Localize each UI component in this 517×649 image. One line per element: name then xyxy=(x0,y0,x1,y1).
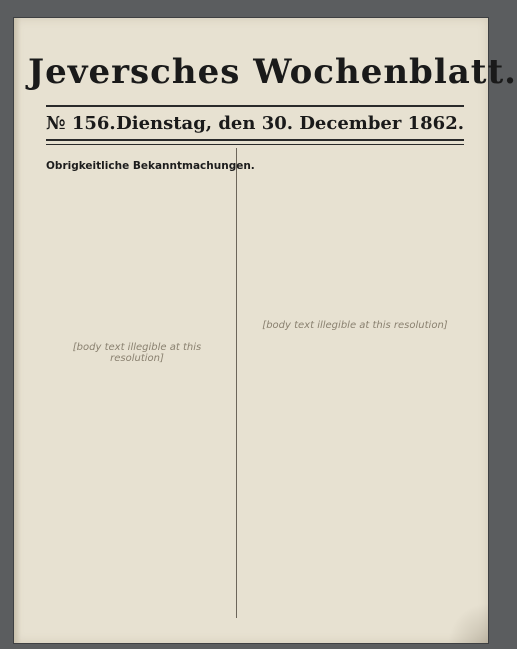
left-column xyxy=(46,150,255,620)
right-column xyxy=(244,150,466,620)
left-body-text: [body text illegible at this resolution] xyxy=(72,342,202,364)
issue-double-rule xyxy=(46,139,464,145)
newspaper-masthead: Jeversches Wochenblatt. xyxy=(28,52,517,92)
right-body-text: [body text illegible at this resolution] xyxy=(262,320,448,331)
issue-number: № 156. xyxy=(46,112,116,134)
page-corner-shadow xyxy=(448,603,488,643)
newspaper-page xyxy=(14,18,517,643)
official-notices-heading: Obrigkeitliche Bekanntmachungen. xyxy=(46,160,255,172)
issue-line xyxy=(46,109,464,137)
column-divider xyxy=(236,148,237,618)
page-edge-shadow xyxy=(14,18,21,643)
issue-date: Dienstag, den 30. December 1862. xyxy=(116,112,464,134)
masthead-rule xyxy=(46,105,464,107)
